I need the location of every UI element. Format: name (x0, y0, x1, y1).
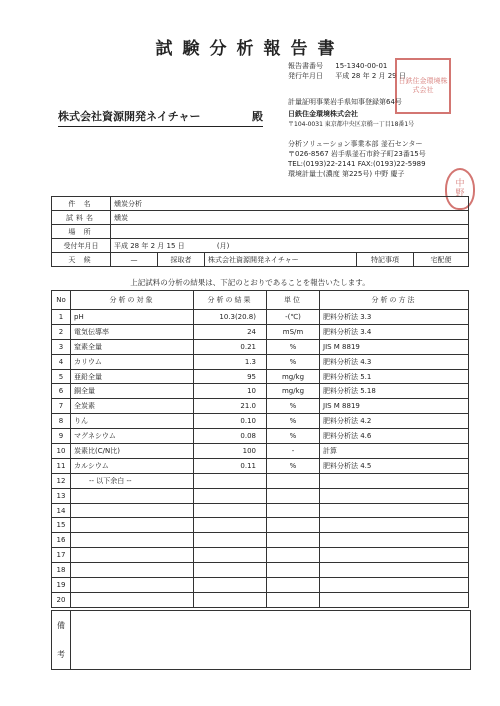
info-row-sample (52, 211, 469, 225)
info-row-item (52, 197, 469, 211)
table-row (52, 324, 469, 339)
row-result: 95 (194, 369, 267, 384)
table-row (52, 592, 469, 607)
row-unit: % (267, 354, 320, 369)
info-row-place (52, 225, 469, 239)
table-row (52, 354, 469, 369)
remarks-label (52, 611, 71, 669)
row-method (320, 592, 469, 607)
row-method: JIS M 8819 (320, 339, 469, 354)
row-method: 肥料分析法 5.1 (320, 369, 469, 384)
document-title: 試験分析報告書 (155, 39, 345, 59)
row-target: 亜鉛全量 (71, 369, 194, 384)
weather-label: 天 候 (52, 253, 111, 267)
row-target (71, 518, 194, 533)
row-no: 16 (52, 533, 71, 548)
row-method: 肥料分析法 5.18 (320, 384, 469, 399)
row-target: 電気伝導率 (71, 324, 194, 339)
table-row (52, 414, 469, 429)
table-row (52, 384, 469, 399)
row-unit: - (267, 444, 320, 459)
row-method: 肥料分析法 4.3 (320, 354, 469, 369)
row-target: マグネシウム (71, 429, 194, 444)
row-no: 12 (52, 473, 71, 488)
row-no: 14 (52, 503, 71, 518)
branch-phone: TEL:(0193)22-2141 FAX:(0193)22-5989 (288, 160, 426, 168)
row-unit (267, 548, 320, 563)
place-value (111, 225, 469, 239)
client-name-text: 株式会社資源開発ネイチャー (58, 110, 201, 123)
row-unit (267, 592, 320, 607)
issue-date-label: 発行年月日 (288, 72, 323, 80)
table-row (52, 488, 469, 503)
table-row (52, 473, 469, 488)
row-result (194, 473, 267, 488)
results-table (51, 290, 469, 608)
row-method: JIS M 8819 (320, 399, 469, 414)
row-target: 炭素比(C/N比) (71, 444, 194, 459)
row-unit (267, 503, 320, 518)
row-result (194, 533, 267, 548)
row-result (194, 578, 267, 593)
row-result (194, 518, 267, 533)
row-target: 全炭素 (71, 399, 194, 414)
row-method (320, 488, 469, 503)
row-no: 9 (52, 429, 71, 444)
row-method (320, 518, 469, 533)
row-no: 6 (52, 384, 71, 399)
special-value: 宅配便 (414, 253, 469, 267)
row-result: 0.21 (194, 339, 267, 354)
item-label: 件 名 (52, 197, 111, 211)
row-target: pH (71, 310, 194, 325)
row-unit (267, 578, 320, 593)
row-unit: % (267, 399, 320, 414)
table-row (52, 310, 469, 325)
table-row (52, 399, 469, 414)
row-result: 0.10 (194, 414, 267, 429)
row-target (71, 533, 194, 548)
company-address: 〒104-0031 東京都中央区京橋一丁目18番1号 (288, 121, 415, 128)
row-target: りん (71, 414, 194, 429)
row-result: 1.3 (194, 354, 267, 369)
report-number-value: 15-1340-00-01 (335, 62, 388, 70)
header-method: 分析の方法 (320, 291, 469, 310)
sample-info-table (51, 196, 469, 267)
row-target (71, 503, 194, 518)
row-unit (267, 488, 320, 503)
results-header-row (52, 291, 469, 310)
client-honorific: 殿 (252, 110, 263, 123)
row-result: 21.0 (194, 399, 267, 414)
row-unit (267, 518, 320, 533)
company-stamp (395, 58, 451, 114)
special-label: 特記事項 (357, 253, 414, 267)
table-row (52, 533, 469, 548)
row-method (320, 503, 469, 518)
row-method: 計算 (320, 444, 469, 459)
sample-value: 燻炭 (111, 211, 469, 225)
row-no: 2 (52, 324, 71, 339)
row-result (194, 592, 267, 607)
header-no: No (52, 291, 71, 310)
item-value: 燻炭分析 (111, 197, 469, 211)
row-no: 13 (52, 488, 71, 503)
row-unit: % (267, 414, 320, 429)
report-number (288, 62, 387, 71)
table-row (52, 518, 469, 533)
info-row-weather (52, 253, 469, 267)
issue-date (288, 72, 406, 81)
row-no: 5 (52, 369, 71, 384)
report-number-label: 報告書番号 (288, 62, 323, 70)
table-row (52, 369, 469, 384)
certifier: 環境計量士(濃度 第225号) 中野 慶子 (288, 170, 405, 178)
row-unit (267, 533, 320, 548)
row-unit: mg/kg (267, 369, 320, 384)
received-label: 受付年月日 (52, 239, 111, 253)
row-no: 11 (52, 458, 71, 473)
row-method: 肥料分析法 4.6 (320, 429, 469, 444)
row-no: 7 (52, 399, 71, 414)
row-no: 20 (52, 592, 71, 607)
row-no: 17 (52, 548, 71, 563)
row-method (320, 473, 469, 488)
remarks-label-bottom: 考 (57, 650, 65, 659)
row-no: 10 (52, 444, 71, 459)
row-unit (267, 563, 320, 578)
remarks-label-top: 備 (57, 621, 65, 630)
row-no: 3 (52, 339, 71, 354)
row-method (320, 563, 469, 578)
row-result (194, 503, 267, 518)
collector-value: 株式会社資源開発ネイチャー (205, 253, 357, 267)
row-method: 肥料分析法 4.5 (320, 458, 469, 473)
row-unit: % (267, 429, 320, 444)
sample-label: 試料名 (52, 211, 111, 225)
table-row (52, 444, 469, 459)
row-result: 100 (194, 444, 267, 459)
received-cell (111, 239, 469, 253)
row-no: 15 (52, 518, 71, 533)
row-result (194, 548, 267, 563)
row-result (194, 563, 267, 578)
row-target: -- 以下余白 -- (71, 473, 194, 488)
row-no: 8 (52, 414, 71, 429)
seal-char-1: 中 (455, 179, 465, 189)
received-value: 平成 28 年 2 月 15 日 (114, 241, 185, 250)
row-no: 19 (52, 578, 71, 593)
row-unit (267, 473, 320, 488)
branch-address: 〒026-8567 岩手県釜石市鈴子町23番15号 (288, 150, 426, 158)
company-name: 日鉄住金環境株式会社 (288, 110, 358, 118)
row-no: 4 (52, 354, 71, 369)
row-method (320, 578, 469, 593)
seal-char-2: 野 (455, 189, 465, 199)
branch-name: 分析ソリューション事業本部 釜石センター (288, 140, 423, 148)
table-row (52, 578, 469, 593)
row-unit: mg/kg (267, 384, 320, 399)
report-statement: 上記試料の分析の結果は、下記のとおりであることを報告いたします。 (130, 278, 370, 287)
header-result: 分析の結果 (194, 291, 267, 310)
table-row (52, 548, 469, 563)
row-target (71, 548, 194, 563)
row-method (320, 533, 469, 548)
collector-label: 採取者 (158, 253, 205, 267)
row-no: 18 (52, 563, 71, 578)
table-row (52, 503, 469, 518)
row-target: カリウム (71, 354, 194, 369)
row-method: 肥料分析法 3.3 (320, 310, 469, 325)
row-target (71, 488, 194, 503)
header-unit: 単位 (267, 291, 320, 310)
row-result: 24 (194, 324, 267, 339)
row-method (320, 548, 469, 563)
row-result: 10 (194, 384, 267, 399)
table-row (52, 339, 469, 354)
info-row-received (52, 239, 469, 253)
row-result: 0.11 (194, 458, 267, 473)
row-unit: % (267, 339, 320, 354)
table-row (52, 429, 469, 444)
received-dow: (月) (216, 241, 230, 250)
table-row (52, 458, 469, 473)
row-result: 0.08 (194, 429, 267, 444)
issue-date-value: 平成 28 年 2 月 29 日 (335, 72, 406, 80)
row-target: 窒素全量 (71, 339, 194, 354)
row-target: 銅全量 (71, 384, 194, 399)
row-unit: % (267, 458, 320, 473)
row-target (71, 563, 194, 578)
stamp-text: 日鉄住金環境株式会社 (398, 77, 448, 94)
row-target: カルシウム (71, 458, 194, 473)
row-method: 肥料分析法 3.4 (320, 324, 469, 339)
row-target (71, 592, 194, 607)
place-label: 場 所 (52, 225, 111, 239)
header-target: 分析の対象 (71, 291, 194, 310)
row-target (71, 578, 194, 593)
row-method: 肥料分析法 4.2 (320, 414, 469, 429)
row-result (194, 488, 267, 503)
table-row (52, 563, 469, 578)
client-name (58, 108, 263, 127)
remarks-box (51, 610, 471, 670)
row-unit: mS/m (267, 324, 320, 339)
row-no: 1 (52, 310, 71, 325)
row-unit: -(℃) (267, 310, 320, 325)
row-result: 10.3(20.8) (194, 310, 267, 325)
certification-line: 計量証明事業岩手県知事登録第64号 (288, 98, 402, 106)
weather-value: — (111, 253, 158, 267)
